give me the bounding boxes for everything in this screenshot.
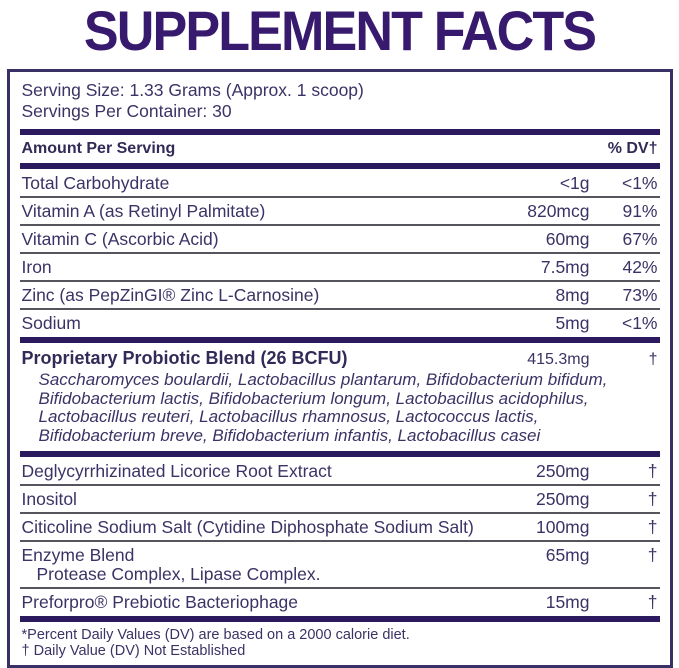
table-row [20, 308, 660, 336]
probiotic-blend-section [20, 344, 660, 450]
footnotes [20, 623, 660, 665]
nutrient-amount: 250mg [535, 489, 590, 509]
column-header-row [20, 136, 660, 162]
section-bar [20, 337, 660, 343]
section-bar [20, 451, 660, 457]
table-row [20, 280, 660, 308]
table-row [20, 484, 660, 512]
nutrient-dv: † [647, 592, 658, 612]
nutrient-dv: <1% [621, 173, 658, 193]
blend-amount: 415.3mg [527, 351, 590, 368]
nutrient-name: Preforpro® Prebiotic Bacteriophage [21, 592, 299, 612]
nutrient-name: Enzyme Blend [21, 545, 135, 565]
nutrient-dv: † [647, 517, 658, 537]
section-bar [20, 129, 660, 135]
nutrient-name: Iron [21, 257, 52, 277]
table-row [22, 348, 658, 369]
table-row [20, 458, 660, 484]
supplement-facts-panel [7, 69, 673, 668]
nutrient-name: Deglycyrrhizinated Licorice Root Extract [21, 461, 332, 481]
nutrient-name: Sodium [21, 313, 81, 333]
nutrient-dv: <1% [621, 313, 658, 333]
nutrient-dv: † [647, 545, 658, 565]
nutrient-dv: 42% [622, 257, 658, 277]
nutrient-amount: 250mg [535, 461, 590, 481]
table-row [20, 587, 660, 615]
servings-per-container-line: Servings Per Container: 30 [21, 101, 232, 121]
nutrient-dv: 91% [622, 201, 658, 221]
nutrient-amount: 15mg [545, 592, 590, 612]
enzyme-blend-components: Protease Complex, Lipase Complex. [36, 564, 321, 584]
table-row [20, 252, 660, 280]
percent-dv-header: % DV† [607, 140, 658, 157]
percent-dv-footnote: *Percent Daily Values (DV) are based on a 2000 calorie diet. [21, 627, 410, 643]
nutrient-amount: 8mg [555, 285, 590, 305]
nutrient-name: Vitamin C (Ascorbic Acid) [21, 229, 219, 249]
serving-info [20, 72, 660, 128]
nutrient-amount: 60mg [545, 229, 590, 249]
nutrient-name: Zinc (as PepZinGI® Zinc L-Carnosine) [21, 285, 320, 305]
section-bar [20, 616, 660, 622]
nutrient-amount: <1g [559, 173, 590, 193]
nutrient-amount: 7.5mg [540, 257, 590, 277]
nutrient-name: Inositol [21, 489, 77, 509]
amount-per-serving-header: Amount Per Serving [21, 140, 176, 157]
section-bar [20, 163, 660, 169]
nutrient-dv: † [647, 489, 658, 509]
nutrient-dv: † [647, 461, 658, 481]
nutrient-dv: 73% [622, 285, 658, 305]
nutrient-dv: 67% [622, 229, 658, 249]
table-row [20, 170, 660, 196]
nutrient-amount: 5mg [555, 313, 590, 333]
nutrient-amount: 820mcg [527, 201, 590, 221]
blend-dv: † [648, 351, 658, 368]
nutrient-amount: 100mg [535, 517, 590, 537]
blend-ingredient-list: Saccharomyces boulardii, Lactobacillus plantarum, Bifidobacterium bifidum, Bifidobacterium lactis, Bifidobacterium longum, Lactobacillus acidophilus, Lactobacillus reuteri, Lactobacillus rhamnosus, Lactococcus lactis, Bifidobacterium breve, Bifidobacterium infantis, Lactobacillus casei [38, 370, 608, 445]
table-row [20, 512, 660, 540]
nutrient-amount: 65mg [545, 545, 590, 565]
nutrient-name: Total Carbohydrate [21, 173, 170, 193]
table-row [20, 540, 660, 587]
blend-name: Proprietary Probiotic Blend (26 BCFU) [21, 348, 348, 368]
nutrient-table-bottom [20, 458, 660, 615]
nutrient-name: Citicoline Sodium Salt (Cytidine Diphosphate Sodium Salt) [21, 517, 474, 537]
table-row [20, 224, 660, 252]
nutrient-name: Vitamin A (as Retinyl Palmitate) [21, 201, 266, 221]
table-row [20, 196, 660, 224]
page-title: SUPPLEMENT FACTS [83, 0, 596, 62]
serving-size-line: Serving Size: 1.33 Grams (Approx. 1 scoop) [21, 80, 364, 100]
nutrient-table-top [20, 170, 660, 336]
daily-value-footnote: † Daily Value (DV) Not Established [21, 643, 246, 659]
